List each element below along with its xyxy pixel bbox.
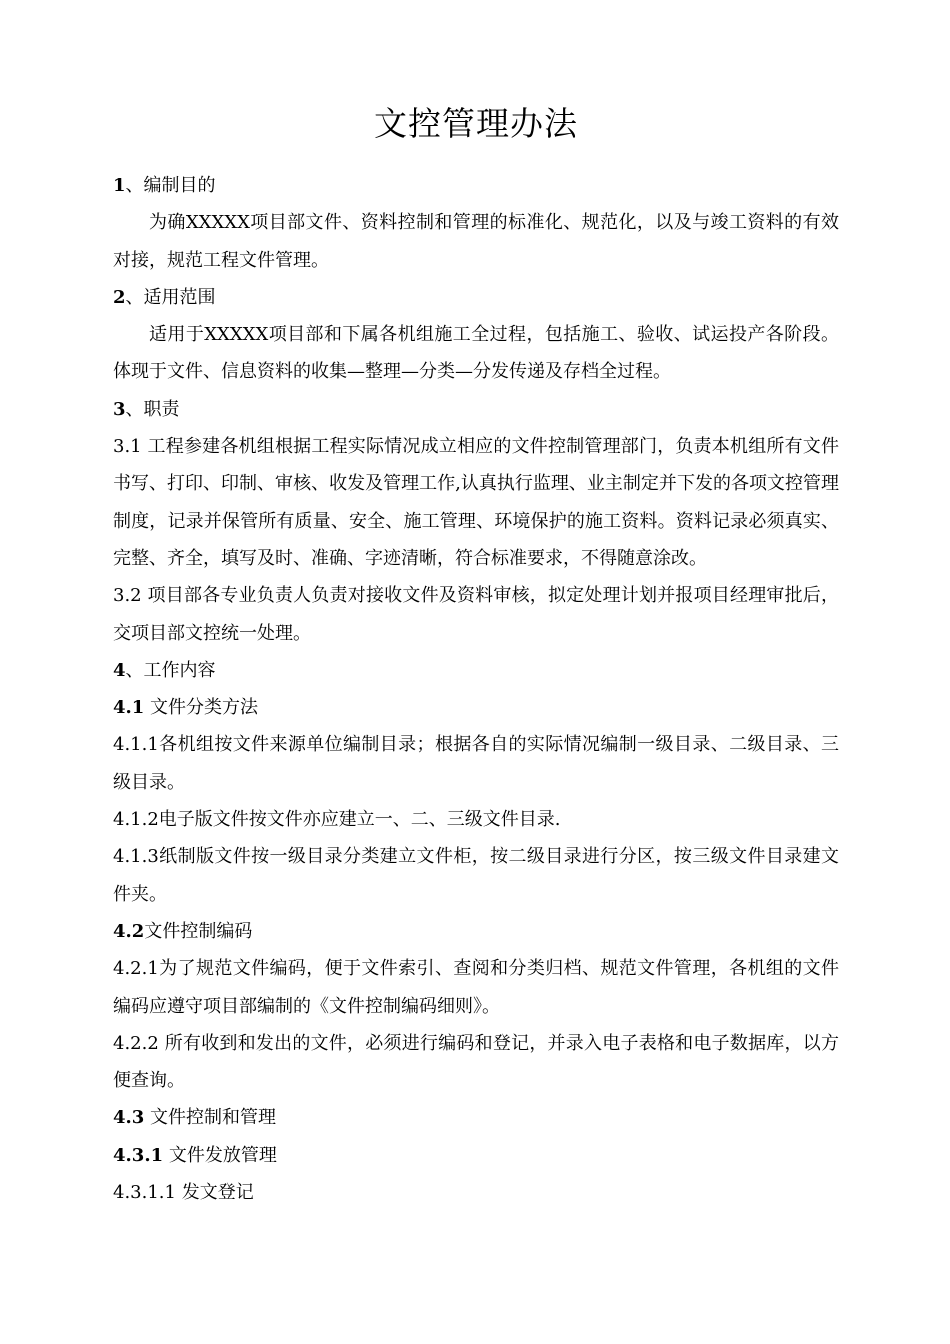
paragraph-4-2-2: 4.2.2 所有收到和发出的文件，必须进行编码和登记，并录入电子表格和电子数据库，以方便查询。 xyxy=(113,1032,839,1092)
paragraph-4-1-2: 4.1.2电子版文件按文件亦应建立一、二、三级文件目录. xyxy=(113,809,561,831)
section-number: 2 xyxy=(113,286,126,308)
document-page xyxy=(113,95,839,1211)
section-number: 4.2 xyxy=(113,920,145,942)
section-number: 4.3 xyxy=(113,1107,145,1129)
section-number: 4 xyxy=(113,659,126,681)
section-heading-text: 、工作内容 xyxy=(125,659,216,681)
section-heading-text: 、编制目的 xyxy=(125,175,216,196)
section-heading-text: 、职责 xyxy=(125,398,180,420)
paragraph-purpose: 为确XXXXX项目部文件、资料控制和管理的标准化、规范化，以及与竣工资料的有效对接，规范工程文件管理。 xyxy=(113,212,839,271)
section-number: 4.1 xyxy=(113,697,145,719)
section-heading-work-content xyxy=(113,652,839,689)
section-heading-duties xyxy=(113,391,839,428)
section-number: 4.3.1 xyxy=(113,1144,164,1166)
paragraph-4-3-1-1: 4.3.1.1 发文登记 xyxy=(113,1182,254,1204)
section-number: 1 xyxy=(113,175,126,196)
paragraph-3-2: 3.2 项目部各专业负责人负责对接收文件及资料审核，拟定处理计划并报项目经理审批后，交项目部文控统一处理。 xyxy=(113,585,839,644)
paragraph-4-1-3: 4.1.3纸制版文件按一级目录分类建立文件柜，按二级目录进行分区，按三级文件目录建文件夹。 xyxy=(113,846,839,905)
section-number: 3 xyxy=(113,398,126,420)
subsection-heading-4-3 xyxy=(113,1099,839,1136)
paragraph-scope: 适用于XXXXX项目部和下属各机组施工全过程，包括施工、验收、试运投产各阶段。体现于文件、信息资料的收集—整理—分类—分发传递及存档全过程。 xyxy=(113,324,839,383)
section-heading-text: 、适用范围 xyxy=(125,286,216,308)
subsection-heading-4-3-1 xyxy=(113,1137,839,1174)
paragraph-4-2-1: 4.2.1为了规范文件编码，便于文件索引、查阅和分类归档、规范文件管理，各机组的文件编码应遵守项目部编制的《文件控制编码细则》。 xyxy=(113,958,839,1017)
section-heading-text: 文件控制编码 xyxy=(144,920,253,942)
section-heading-scope xyxy=(113,279,839,316)
paragraph-4-1-1: 4.1.1各机组按文件来源单位编制目录；根据各自的实际情况编制一级目录、二级目录、三级目录。 xyxy=(113,734,839,793)
document-title: 文控管理办法 xyxy=(374,104,578,143)
section-heading-text: 文件控制和管理 xyxy=(144,1107,277,1129)
paragraph-3-1: 3.1 工程参建各机组根据工程实际情况成立相应的文件控制管理部门，负责本机组所有文件书写、打印、印制、审核、收发及管理工作,认真执行监理、业主制定并下发的各项文控管理制度，记录并保管所有质量、安全、施工管理、环境保护的施工资料。资料记录必须真实、完整、齐全，填写及时、准确、字迹清晰，符合标准要求，不得随意涂改。 xyxy=(113,436,839,569)
section-heading-purpose xyxy=(113,167,839,204)
section-heading-text: 文件分类方法 xyxy=(144,697,259,719)
section-heading-text: 文件发放管理 xyxy=(163,1144,277,1166)
subsection-heading-4-2 xyxy=(113,913,839,950)
subsection-heading-4-1 xyxy=(113,689,839,726)
